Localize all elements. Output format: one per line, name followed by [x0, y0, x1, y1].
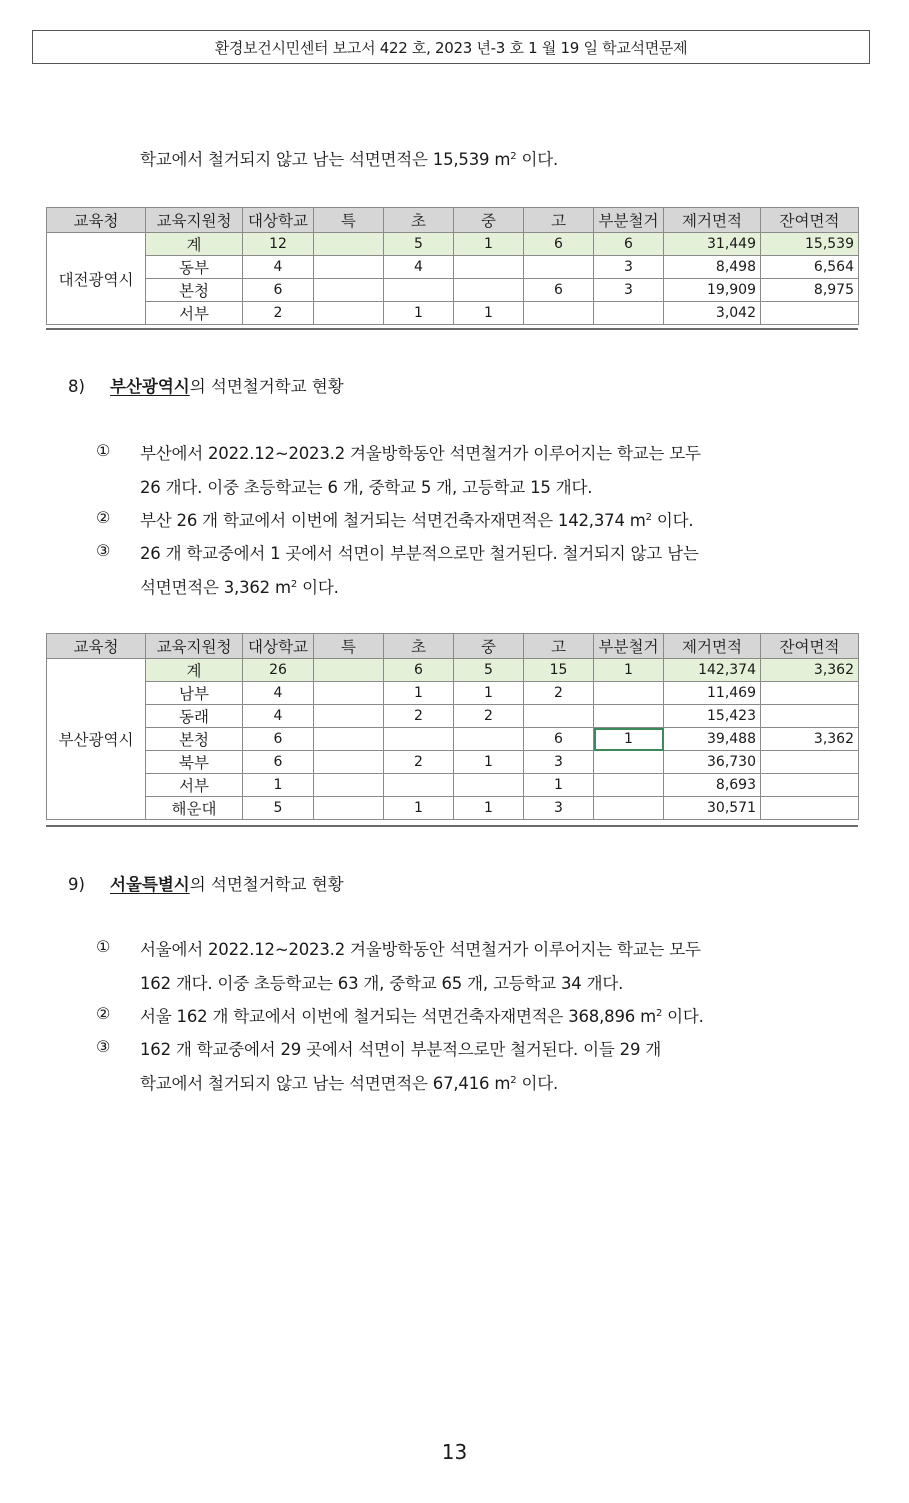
cell: 2: [524, 682, 594, 705]
col-header: 대상학교: [243, 208, 314, 233]
cell: 6: [243, 279, 314, 302]
cell: 19,909: [664, 279, 761, 302]
cell: 2: [454, 705, 524, 728]
cell: 1: [384, 797, 454, 820]
col-header: 초: [384, 634, 454, 659]
cell: 1: [594, 659, 664, 682]
section-9-item-2-line-1: 서울 162 개 학교에서 이번에 철거되는 석면건축자재면적은 368,896 $m^2$ 이다.: [140, 1007, 704, 1026]
cell: 39,488: [664, 728, 761, 751]
section-9-item-1-line-1: 서울에서 2022.12~2023.2 겨울방학동안 석면철거가 이루어지는 학교는 모두: [140, 940, 701, 959]
cell: 8,498: [664, 256, 761, 279]
cell: 5: [454, 659, 524, 682]
cell: [524, 302, 594, 325]
section-9-city: 서울특별시: [110, 875, 190, 894]
section-9-item-3-line-2: 학교에서 철거되지 않고 남는 석면면적은 67,416 $m^2$ 이다.: [140, 1074, 558, 1093]
col-header: 고: [524, 634, 594, 659]
cell: [594, 682, 664, 705]
cell: 6: [524, 233, 594, 256]
col-header: 제거면적: [664, 634, 761, 659]
col-header: 고: [524, 208, 594, 233]
office-cell: 동부: [146, 256, 243, 279]
section-9-item-3-line-1: 162 개 학교중에서 29 곳에서 석면이 부분적으로만 철거된다. 이들 29 개: [140, 1040, 662, 1059]
office-cell: 북부: [146, 751, 243, 774]
col-header: 교육청: [47, 634, 146, 659]
cell: [761, 751, 859, 774]
col-header: 제거면적: [664, 208, 761, 233]
item-marker: ②: [96, 508, 111, 527]
office-cell: 계: [146, 659, 243, 682]
table-row: [47, 279, 859, 302]
col-header: 교육지원청: [146, 208, 243, 233]
cell: [384, 774, 454, 797]
table-row: [47, 751, 859, 774]
cell: 5: [384, 233, 454, 256]
col-header: 부분철거: [594, 634, 664, 659]
section-8-item-1-line-1: 부산에서 2022.12~2023.2 겨울방학동안 석면철거가 이루어지는 학교는 모두: [140, 444, 701, 463]
col-header: 대상학교: [243, 634, 314, 659]
cell: 1: [454, 682, 524, 705]
cell: 11,469: [664, 682, 761, 705]
region-cell: 대전광역시: [47, 233, 146, 325]
section-8-item-3-line-1: 26 개 학교중에서 1 곳에서 석면이 부분적으로만 철거된다. 철거되지 않고 남는: [140, 544, 699, 563]
cell: [454, 279, 524, 302]
cell: 15,423: [664, 705, 761, 728]
office-cell: 본청: [146, 728, 243, 751]
table-row: [47, 705, 859, 728]
cell: [314, 728, 384, 751]
cell: 3: [524, 751, 594, 774]
item-marker: ②: [96, 1004, 111, 1023]
cell: 3,362: [761, 728, 859, 751]
cell: 8,975: [761, 279, 859, 302]
intro-line: 학교에서 철거되지 않고 남는 석면면적은 15,539 $m^2$ 이다.: [140, 150, 558, 169]
section-9-title: 9) 서울특별시의 석면철거학교 현황: [68, 875, 344, 894]
cell: 1: [454, 302, 524, 325]
cell: [314, 233, 384, 256]
table-header-row: [47, 634, 859, 659]
cell: 2: [243, 302, 314, 325]
col-header: 교육청: [47, 208, 146, 233]
office-cell: 서부: [146, 302, 243, 325]
cell: [314, 797, 384, 820]
cell: [594, 774, 664, 797]
col-header: 잔여면적: [761, 208, 859, 233]
col-header: 중: [454, 208, 524, 233]
daejeon-table: [46, 207, 859, 325]
item-marker: ③: [96, 541, 111, 560]
section-8-title: 8) 부산광역시의 석면철거학교 현황: [68, 377, 344, 396]
cell: [314, 659, 384, 682]
cell: 12: [243, 233, 314, 256]
section-8-item-2-line-1: 부산 26 개 학교에서 이번에 철거되는 석면건축자재면적은 142,374 $m^2$ 이다.: [140, 511, 694, 530]
cell: 1: [454, 751, 524, 774]
section-9-item-1-line-2: 162 개다. 이중 초등학교는 63 개, 중학교 65 개, 고등학교 34 개다.: [140, 974, 624, 993]
cell: [524, 256, 594, 279]
cell: 4: [243, 682, 314, 705]
table-divider: [46, 825, 858, 827]
section-8-city: 부산광역시: [110, 377, 190, 396]
cell: 6: [594, 233, 664, 256]
col-header: 특: [314, 634, 384, 659]
cell: 6: [384, 659, 454, 682]
cell: 3,362: [761, 659, 859, 682]
office-cell: 본청: [146, 279, 243, 302]
cell: 6: [243, 728, 314, 751]
cell: 1: [454, 233, 524, 256]
col-header: 중: [454, 634, 524, 659]
cell: 26: [243, 659, 314, 682]
table-row: [47, 774, 859, 797]
cell: [594, 751, 664, 774]
busan-table: [46, 633, 859, 820]
col-header: 교육지원청: [146, 634, 243, 659]
report-header-title: 환경보건시민센터 보고서 422 호, 2023 년-3 호 1 월 19 일 학교석면문제: [214, 38, 688, 57]
cell: 4: [243, 256, 314, 279]
cell: [761, 797, 859, 820]
cell: [314, 705, 384, 728]
cell: [454, 256, 524, 279]
cell: [314, 302, 384, 325]
cell: [761, 682, 859, 705]
item-marker: ①: [96, 937, 111, 956]
cell: 8,693: [664, 774, 761, 797]
office-cell: 동래: [146, 705, 243, 728]
cell: 3: [594, 256, 664, 279]
item-marker: ③: [96, 1037, 111, 1056]
cell: 4: [243, 705, 314, 728]
cell: [384, 728, 454, 751]
col-header: 잔여면적: [761, 634, 859, 659]
cell: [454, 728, 524, 751]
cell: 3: [524, 797, 594, 820]
table-row: [47, 302, 859, 325]
table-row: [47, 797, 859, 820]
section-8-item-1-line-2: 26 개다. 이중 초등학교는 6 개, 중학교 5 개, 고등학교 15 개다.: [140, 478, 593, 497]
cell: 3: [594, 279, 664, 302]
cell: 1: [243, 774, 314, 797]
item-marker: ①: [96, 441, 111, 460]
cell: [524, 705, 594, 728]
cell: 36,730: [664, 751, 761, 774]
col-header: 부분철거: [594, 208, 664, 233]
office-cell: 해운대: [146, 797, 243, 820]
table-row: [47, 682, 859, 705]
cell: 142,374: [664, 659, 761, 682]
cell: [314, 751, 384, 774]
cell: [314, 279, 384, 302]
cell: [314, 682, 384, 705]
region-cell: 부산광역시: [47, 659, 146, 820]
table-header-row: [47, 208, 859, 233]
cell: [594, 302, 664, 325]
selected-cell[interactable]: 1: [594, 728, 664, 751]
page-number: 13: [441, 1440, 468, 1464]
cell: [454, 774, 524, 797]
report-header: [32, 30, 870, 64]
cell: [384, 279, 454, 302]
cell: 6,564: [761, 256, 859, 279]
cell: 31,449: [664, 233, 761, 256]
cell: 2: [384, 705, 454, 728]
cell: 15: [524, 659, 594, 682]
cell: 5: [243, 797, 314, 820]
cell: 6: [524, 279, 594, 302]
cell: [594, 705, 664, 728]
office-cell: 계: [146, 233, 243, 256]
cell: 3,042: [664, 302, 761, 325]
cell: [761, 302, 859, 325]
cell: 1: [524, 774, 594, 797]
table-divider: [46, 328, 858, 330]
col-header: 초: [384, 208, 454, 233]
cell: 2: [384, 751, 454, 774]
cell: 30,571: [664, 797, 761, 820]
table-row-total: [47, 233, 859, 256]
office-cell: 서부: [146, 774, 243, 797]
table-row: [47, 256, 859, 279]
cell: 4: [384, 256, 454, 279]
office-cell: 남부: [146, 682, 243, 705]
table-row-total: [47, 659, 859, 682]
cell: 15,539: [761, 233, 859, 256]
cell: [594, 797, 664, 820]
cell: 6: [243, 751, 314, 774]
cell: 1: [384, 682, 454, 705]
cell: 1: [384, 302, 454, 325]
cell: 1: [454, 797, 524, 820]
col-header: 특: [314, 208, 384, 233]
cell: [761, 774, 859, 797]
section-8-item-3-line-2: 석면면적은 3,362 $m^2$ 이다.: [140, 578, 339, 597]
cell: [314, 256, 384, 279]
table-row: [47, 728, 859, 751]
cell: [314, 774, 384, 797]
cell: [761, 705, 859, 728]
cell: 6: [524, 728, 594, 751]
